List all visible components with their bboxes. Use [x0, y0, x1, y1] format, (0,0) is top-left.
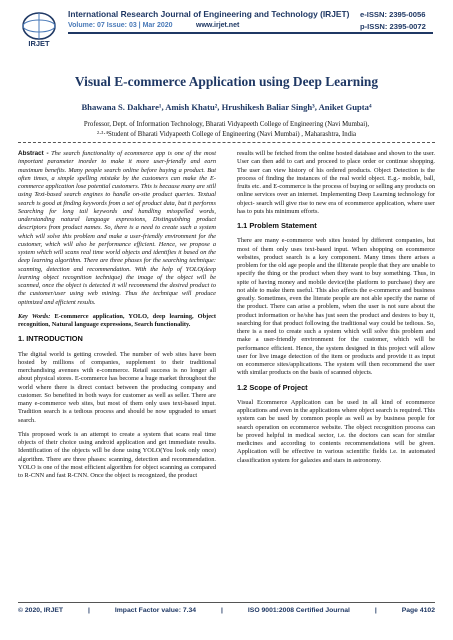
header-divider [68, 32, 433, 34]
author-list: Bhawana S. Dakhare¹, Amish Khatu², Hrushikesh Baliar Singh³, Aniket Gupta⁴ [81, 102, 372, 112]
footer-iso: ISO 9001:2008 Certified Journal [247, 607, 350, 614]
paper-title: Visual E-commerce Application using Deep Learning [74, 74, 379, 89]
affiliation-2: ²·³·⁴Student of Bharati Vidyapeeth College of Engineering (Navi Mumbai) , Maharashtra, India [96, 131, 357, 138]
irjet-logo [18, 10, 60, 48]
footer-separator: | [374, 607, 377, 614]
journal-header [0, 0, 453, 66]
abstract-text: The search functionality of ecommerce app is one of the most important parameter inorder to make it more user-friendly and earn maximum benefits. Many people search online before buying a product. But often times, a simple spelling mistake by the customers can make the E-commerce application lose potential customers. This is because many are still using Text-based search engines to handle on-site product queries. Textual search is good at finding keywords from a set of product data, but it performs Searching for long tail keywords and handling misspelled words, understanding natural language expressions, Distinguishing product descriptors from product names. So, there is a need to create such a system which will solve this problem and make a user-friendly environment for the customer, which will also be performance efficient. Hence, we propose a system which will scans real time world objects and identifies it based on the deep learning algorithm. There are three phases for the searching technique: scanning, detection and recommendation. With the help of YOLO(deep learning object recognition technique) the image of the object will be scanned, once the object is detected it will recommend the desired product to the customer/user using web mining. Thus the technique will produce optimized and efficient results. [18, 150, 217, 306]
affiliation-1: Professor, Dept. of Information Technology, Bharati Vidyapeeth College of Engineering (Navi Mumbai), [83, 121, 370, 128]
footer-impact-factor: Impact Factor value: 7.34 [114, 607, 197, 614]
footer-page-number: Page 4102 [401, 607, 435, 614]
abstract [18, 150, 216, 307]
introduction-heading: 1. INTRODUCTION [18, 334, 83, 344]
journal-name: International Research Journal of Engineering and Technology (IRJET) [68, 9, 350, 19]
keywords [18, 313, 216, 330]
introduction-paragraph-1: The digital world is getting crowded. The number of web sites have been hosted by millions of companies, supplement to their traditional merchandising avenues with e-commerce. Retail success is no longer all about physical stores. E-commerce has become a huge market throughout the world where there is direct contact between the producing company and customer. So benefited in both ways for customer as well as seller. There are many e-commerce web sites, but most of them only uses text-based input. Tradition search is a tedious process and should be now upgraded to smart search. [18, 350, 216, 424]
e-issn: e-ISSN: 2395-0056 [360, 10, 426, 19]
left-column [18, 150, 216, 486]
problem-statement-heading: 1.1 Problem Statement [237, 221, 317, 230]
p-issn: p-ISSN: 2395-0072 [360, 22, 426, 31]
page-footer [18, 607, 435, 614]
footer-separator: | [221, 607, 223, 614]
footer-copyright: © 2020, IRJET [18, 607, 64, 614]
footer-divider [18, 602, 435, 603]
scope-text: Visual Ecommerce Application can be used in all kind of ecommerce applications and even in the applications where object search is required. This system can be used by common people as well as by business people for search operation on ecommerce website. The object recognition process can be proved helpful in medical sector, i.e. the doctors can scan for similar medicines and according to contents recommendations will be given. Application will be effective in various scientific fields i.e. in automated classification system for galaxies and stars in astronomy. [237, 398, 435, 464]
introduction-paragraph-2: This proposed work is an attempt to create a system that scans real time objects of their choice using android application and get immediate results. Identification of the objects will be done using YOLO(You look only once) algorithm. There are three phases: scanning, detection and recommendation. YOLO is one of the most efficient algorithm for object scanning as compared to R-CNN and fast R-CNN. Once the object is recognized, the product [18, 430, 216, 479]
right-column [237, 150, 435, 471]
journal-website: www.irjet.net [196, 22, 240, 29]
logo-text: IRJET [28, 39, 50, 48]
abstract-label: Abstract - [18, 150, 49, 157]
problem-statement-text: There are many e-commerce web sites hosted by different companies, but most of them only uses text-based input. When shopping on ecommerce websites, product search is a key component. Many times there arises a problem for the old age people and the illiterate people that they are unable to specify the thing or the product when they want to buy something. Thus, in spite of having money and mobile device(the platform to purchase) they are not able to make them useful. This also affects the e-commerce and business greatly. Sometimes, even the literate people are not able specify the name of the product. There can arise a problem, when the user is not sure about the product information or he/she has just seen the product and desires to buy it, searching for that product following the traditional way could be tedious. So, there is a need to create such a system which will solve this problem and make a user-friendly environment for the customer, which will be performance efficient. Hence, the system designed in this project will allow user for live image detection of the item or products and provide it as input on ecommerce sites/applications. The system will then recommend the user with similar products on the basis of scanned objects. [237, 237, 435, 377]
introduction-continued: results will be fetched from the online hosted database and shown to the user. User can then add to cart and proceed to place order or continue shopping. The user can view history of his ordered products. Object Detection is the process of finding the instances of the real world object. E.g.- mobile, ball, fruits etc. and E-commerce is the process of buying or selling any products on online services over an internet. Implementing Deep Learning technology for object- search will give rise to new era of ecommerce application, where user has to puts his minimum efforts. [237, 150, 436, 215]
footer-separator: | [88, 607, 90, 614]
scope-heading: 1.2 Scope of Project [237, 382, 308, 392]
keywords-text: E-commerce application, YOLO, deep learning, Object recognition, Natural language expressions, Search functionality. [18, 312, 216, 328]
keywords-label: Key Words: [18, 312, 51, 320]
title-divider [18, 142, 435, 143]
volume-issue: Volume: 07 Issue: 03 | Mar 2020 [68, 22, 173, 29]
